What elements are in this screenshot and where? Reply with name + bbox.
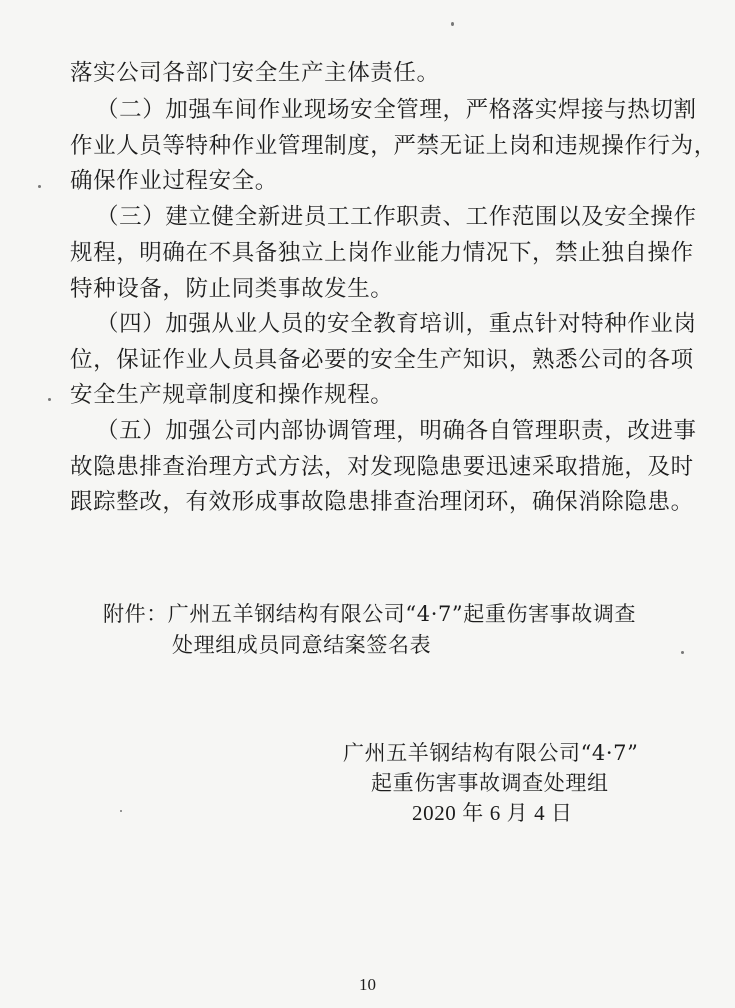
body-line: 位，保证作业人员具备必要的安全生产知识，熟悉公司的各项 <box>70 347 694 373</box>
body-line: 规程，明确在不具备独立上岗作业能力情况下，禁止独自操作 <box>70 240 694 266</box>
scan-speck <box>48 398 51 401</box>
body-line: （五）加强公司内部协调管理，明确各自管理职责，改进事 <box>96 418 697 444</box>
scan-speck <box>681 651 684 654</box>
body-line: （二）加强车间作业现场安全管理，严格落实焊接与热切割 <box>96 97 697 123</box>
signature-date: 2020 年 6 月 4 日 <box>412 801 573 825</box>
body-line: （四）加强从业人员的安全教育培训，重点针对特种作业岗 <box>96 311 697 337</box>
attachment-line-1: 附件：广州五羊钢结构有限公司“4·7”起重伤害事故调查 <box>103 602 637 626</box>
body-line: 特种设备，防止同类事故发生。 <box>70 276 394 302</box>
body-line: 作业人员等特种作业管理制度，严禁无证上岗和违规操作行为， <box>70 133 717 159</box>
body-line: 故隐患排查治理方式方法，对发现隐患要迅速采取措施，及时 <box>70 454 694 480</box>
signature-org-line-2: 起重伤害事故调查处理组 <box>371 771 609 795</box>
scan-speck <box>120 810 122 812</box>
attachment-line-2: 处理组成员同意结案签名表 <box>172 633 432 657</box>
body-line: 落实公司各部门安全生产主体责任。 <box>70 60 440 86</box>
scan-speck <box>38 185 41 188</box>
body-line: 安全生产规章制度和操作规程。 <box>70 382 394 408</box>
scan-speck <box>451 22 454 26</box>
body-line: （三）建立健全新进员工工作职责、工作范围以及安全操作 <box>96 204 697 230</box>
body-line: 确保作业过程安全。 <box>70 168 278 194</box>
page-number: 10 <box>359 975 376 994</box>
body-line: 跟踪整改，有效形成事故隐患排查治理闭环，确保消除隐患。 <box>70 489 694 515</box>
signature-org-line-1: 广州五羊钢结构有限公司“4·7” <box>343 741 639 765</box>
